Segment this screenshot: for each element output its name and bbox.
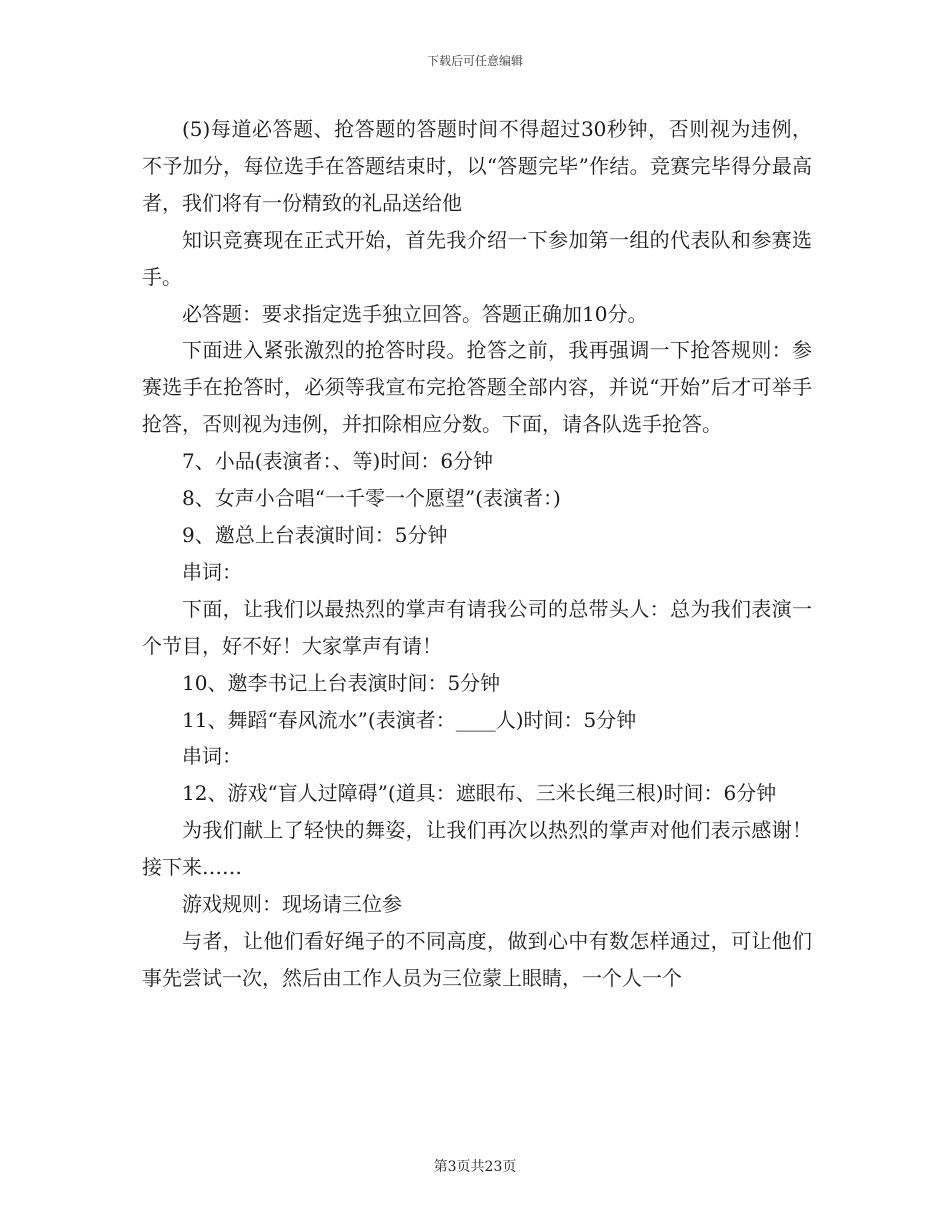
paragraph: 7、小品(表演者：、等)时间：6分钟 <box>182 449 494 474</box>
paragraph: 10、邀李书记上台表演时间：5分钟 <box>182 670 501 695</box>
paragraph: (5)每道必答题、抢答题的答题时间不得超过30秒钟，否则视为违例，不予加分，每位选手在答题结束时，以“答题完毕”作结。竞赛完毕得分最高者，我们将有一份精致的礼品送给他 <box>142 117 812 215</box>
paragraph: 11、舞蹈“春风流水”(表演者：____人)时间：5分钟 <box>182 707 637 732</box>
paragraph: 必答题：要求指定选手独立回答。答题正确加10分。 <box>182 301 648 326</box>
paragraph: 9、邀总上台表演时间：5分钟 <box>182 522 448 547</box>
paragraph: 串词： <box>182 559 242 584</box>
page-footer: 第3页共23页 <box>433 1159 517 1175</box>
paragraph: 与者，让他们看好绳子的不同高度，做到心中有数怎样通过，可让他们事先尝试一次，然后由工作人员为三位蒙上眼睛，一个人一个 <box>142 928 812 990</box>
paragraph: 知识竞赛现在正式开始，首先我介绍一下参加第一组的代表队和参赛选手。 <box>142 227 812 289</box>
page-header: 下载后可任意编辑 <box>426 54 523 68</box>
paragraph: 下面，让我们以最热烈的掌声有请我公司的总带头人：总为我们表演一个节目，好不好！大家掌声有请！ <box>142 596 812 658</box>
document-body <box>142 111 812 997</box>
paragraph: 游戏规则：现场请三位参 <box>182 892 402 917</box>
paragraph: 为我们献上了轻快的舞姿，让我们再次以热烈的掌声对他们表示感谢！接下来…… <box>142 818 812 880</box>
paragraph: 下面进入紧张激烈的抢答时段。抢答之前，我再强调一下抢答规则：参赛选手在抢答时，必须等我宣布完抢答题全部内容，并说“开始”后才可举手抢答，否则视为违例，并扣除相应分数。下面，请各队选手抢答。 <box>142 338 812 437</box>
paragraph: 串词： <box>182 744 242 769</box>
paragraph: 8、女声小合唱“一千零一个愿望”(表演者：) <box>182 486 561 511</box>
paragraph: 12、游戏“盲人过障碍”(道具：遮眼布、三米长绳三根)时间：6分钟 <box>182 781 777 806</box>
